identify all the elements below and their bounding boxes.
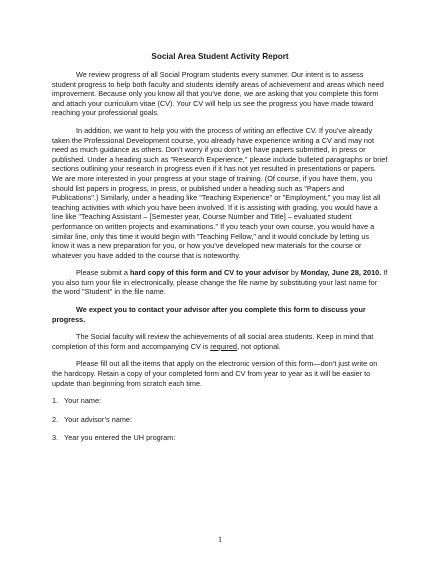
intro-paragraph-2: In addition, we want to help you with the process of writing an effective CV. If you’ve already taken the Professional Development course, you already have experience writing a CV and may not need as much guidance as others. Don’t worry if you don’t yet have papers submitted, in press or published. Under a heading such as "Research Experience," please include bulleted paragraphs or brief sections outlining your research in progress even if it has not yet resulted in presentations or papers. We are more interested in your progress at your stage of training. (Of course, if you have them, you should list papers in progress, in press, or published under a heading such as "Papers and Publications".) Similarly, under a heading like "Teaching Experience" or "Employment," you may list all teaching activities with which you have been involved. If it is assisting with grading, you would have a line like "Teaching Assistant – [Semester year, Course Number and Title] – evaluated student performance on written projects and examinations." If you teach your own course, you would have a similar line, only this time it would begin with "Teaching Fellow," and it would conclude by letting us know it was a new preparation for you, or how you’ve developed new materials for the course or whatever you have added to the course that is noteworthy. — [52, 125, 388, 260]
faculty-tail: , not optional. — [236, 341, 281, 351]
submit-paragraph — [52, 268, 388, 297]
list-item — [52, 396, 388, 406]
required-text: required — [210, 341, 237, 351]
item-number: 3. — [52, 433, 59, 443]
list-item — [52, 415, 388, 425]
intro-paragraph-1: We review progress of all Social Program students every summer. Our intent is to assess student progress to help both faculty and students identify areas of achievement and areas which need improvement. Because only you know all that you’ve done, we are asking that you complete this form and attach your curriculum vitae (CV). Your CV will help us see the progress you have made toward reaching your professional goals. — [52, 70, 384, 118]
question-list — [52, 396, 388, 443]
faculty-lead: The Social faculty will review the achievements of all social area students. Keep in mind that completion of this form and accompanying CV is — [52, 332, 374, 351]
page-number: 1 — [217, 534, 223, 544]
submit-lead: Please submit a — [76, 268, 130, 278]
item-label-year: Year you entered the UH program: — [64, 433, 176, 443]
document-page — [52, 52, 388, 452]
faculty-paragraph — [52, 332, 388, 351]
item-number: 1. — [52, 396, 59, 406]
submit-date: Monday, June 28, 2010. — [300, 268, 382, 278]
item-label-name: Your name: — [64, 396, 102, 406]
expect-paragraph — [52, 305, 388, 324]
page-title: Social Area Student Activity Report — [151, 52, 289, 61]
expect-text: We expect you to contact your advisor after you complete this form to discuss your progress. — [52, 305, 366, 324]
item-number: 2. — [52, 414, 59, 424]
submit-by: by — [288, 268, 301, 278]
item-label-advisor: Your advisor’s name: — [64, 414, 133, 424]
submit-tail: If you also turn your file in electronically, please change the file name by substituting your last name for the word "Student" in the file name. — [52, 268, 388, 297]
submit-bold: hard copy of this form and CV to your advisor — [129, 268, 289, 278]
fillout-paragraph: Please fill out all the items that apply on the electronic version of this form—don’t just write on the hardcopy. Retain a copy of your completed form and CV from year to year as it will be easier to update than beginning from scratch each time. — [52, 359, 378, 388]
list-item — [52, 433, 388, 443]
